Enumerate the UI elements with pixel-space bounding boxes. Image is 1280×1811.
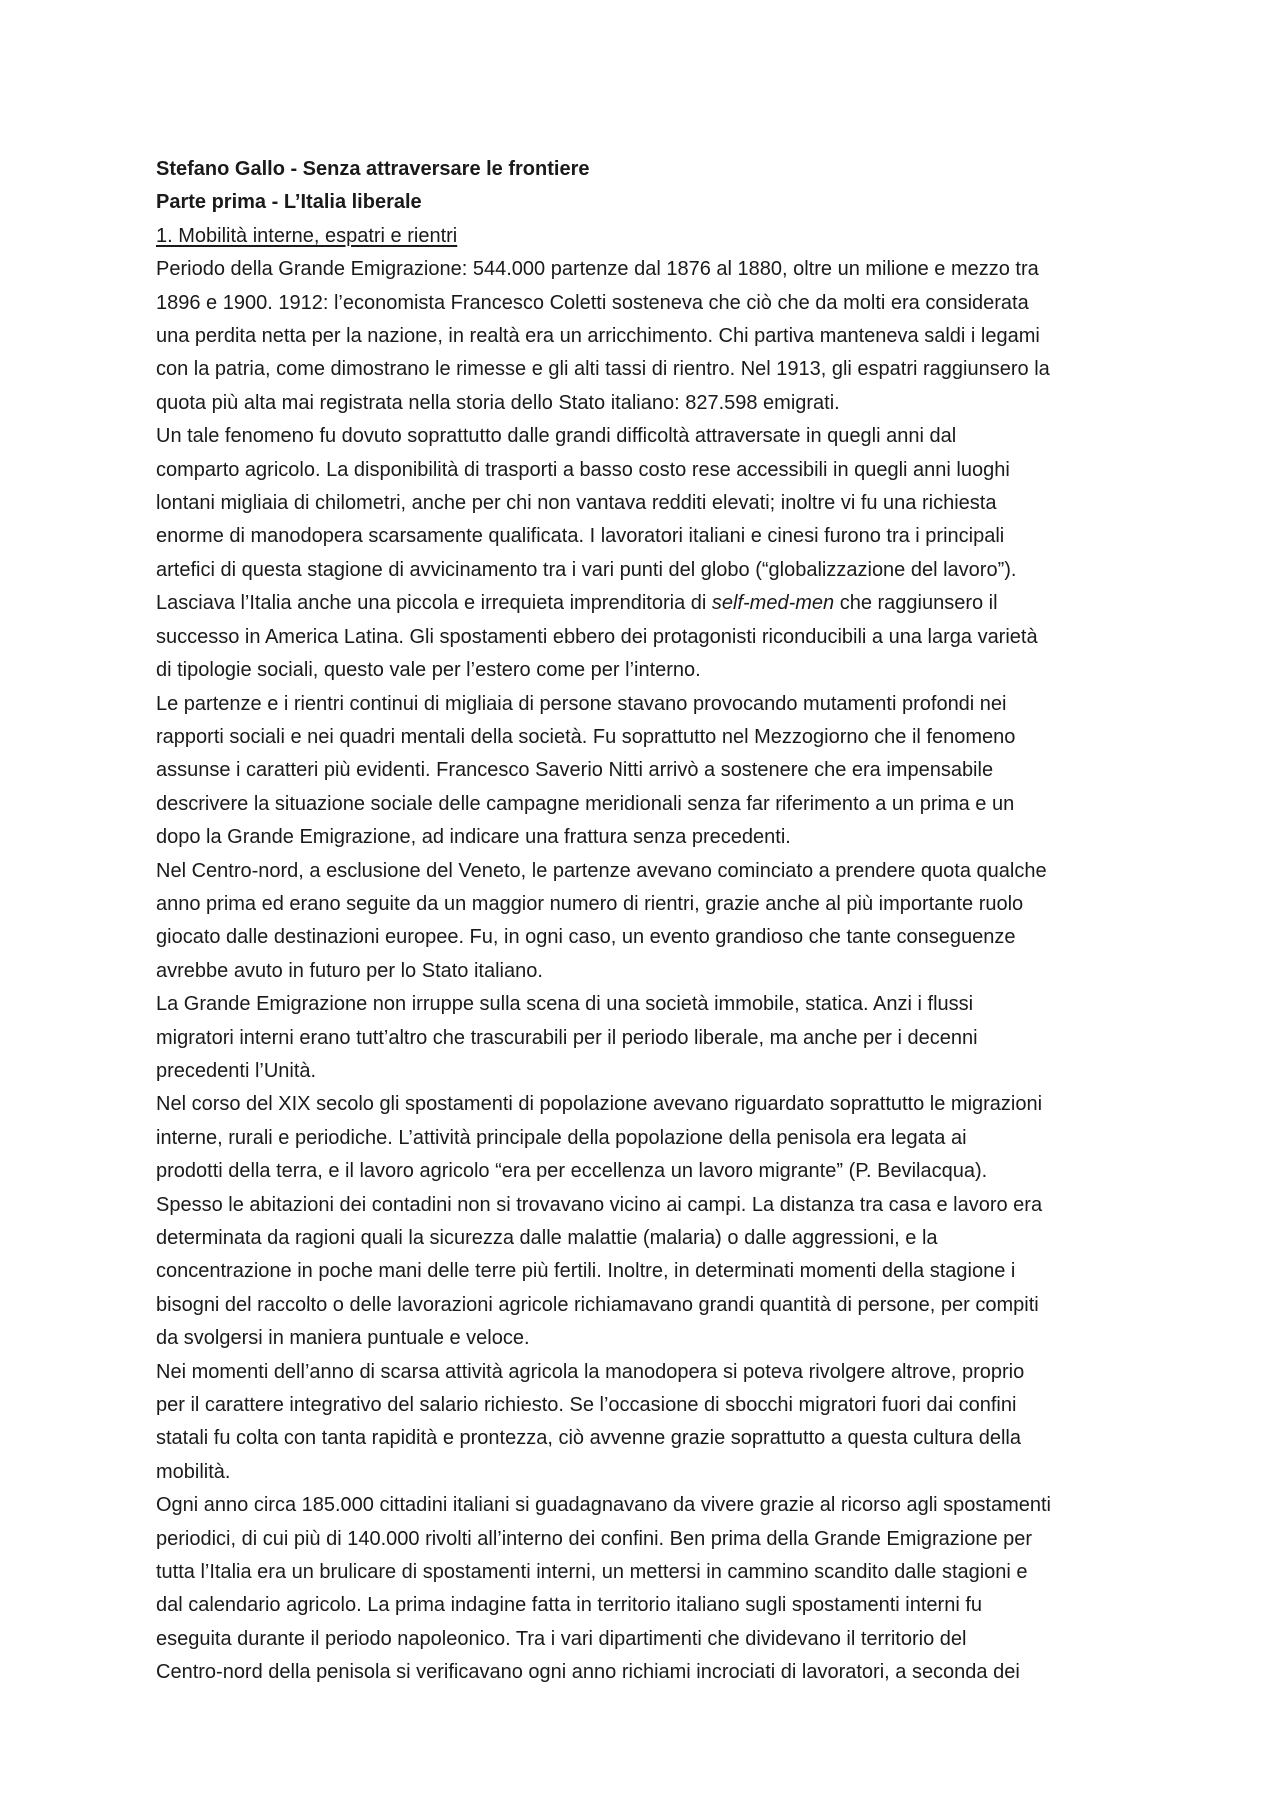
text-line: La Grande Emigrazione non irruppe sulla scena di una società immobile, statica. Anzi i flussi xyxy=(156,993,974,1016)
text-line: 1896 e 1900. 1912: l’economista Francesco Coletti sosteneva che ciò che da molti era considerata xyxy=(156,291,1029,314)
text-fragment: Lasciava l’Italia anche una piccola e irrequieta imprenditoria di xyxy=(156,592,712,615)
text-line: da svolgersi in maniera puntuale e veloce. xyxy=(156,1327,530,1350)
document-title: Stefano Gallo - Senza attraversare le frontiere xyxy=(156,158,590,180)
text-line: dopo la Grande Emigrazione, ad indicare una frattura senza precedenti. xyxy=(156,826,791,849)
text-line: successo in America Latina. Gli spostamenti ebbero dei protagonisti riconducibili a una larga varietà xyxy=(156,625,1038,648)
text-line: Periodo della Grande Emigrazione: 544.000 partenze dal 1876 al 1880, oltre un milione e mezzo tra xyxy=(156,258,1039,281)
text-line: per il carattere integrativo del salario richiesto. Se l’occasione di sbocchi migratori fuori dai confini xyxy=(156,1394,1017,1417)
text-line: Nel corso del XIX secolo gli spostamenti di popolazione avevano riguardato soprattutto le migrazioni xyxy=(156,1093,1043,1116)
text-line: Spesso le abitazioni dei contadini non si trovavano vicino ai campi. La distanza tra casa e lavoro era xyxy=(156,1193,1043,1216)
text-line: periodici, di cui più di 140.000 rivolti all’interno dei confini. Ben prima della Grande Emigrazione per xyxy=(156,1527,1033,1550)
text-line: Un tale fenomeno fu dovuto soprattutto dalle grandi difficoltà attraversate in quegli anni dal xyxy=(156,425,957,448)
text-line: una perdita netta per la nazione, in realtà era un arricchimento. Chi partiva manteneva saldi i legami xyxy=(156,325,1040,348)
text-line: mobilità. xyxy=(156,1460,231,1483)
text-line: comparto agricolo. La disponibilità di trasporti a basso costo rese accessibili in quegli anni luoghi xyxy=(156,458,1010,481)
text-line: enorme di manodopera scarsamente qualificata. I lavoratori italiani e cinesi furono tra i principali xyxy=(156,525,1005,548)
text-line: artefici di questa stagione di avvicinamento tra i vari punti del globo (“globalizzazione del lavoro”). xyxy=(156,558,1017,581)
text-line: determinata da ragioni quali la sicurezza dalle malattie (malaria) o dalle aggressioni, e la xyxy=(156,1227,938,1249)
text-line: con la patria, come dimostrano le rimesse e gli alti tassi di rientro. Nel 1913, gli espatri raggiunsero la xyxy=(156,358,1050,381)
text-line: eseguita durante il periodo napoleonico. Tra i vari dipartimenti che dividevano il territorio del xyxy=(156,1627,967,1650)
body-text-block-1 xyxy=(156,253,1140,587)
text-line: Nei momenti dell’anno di scarsa attività agricola la manodopera si poteva rivolgere altrove, proprio xyxy=(156,1360,1025,1383)
text-line: quota più alta mai registrata nella storia dello Stato italiano: 827.598 emigrati. xyxy=(156,391,840,414)
text-line: descrivere la situazione sociale delle campagne meridionali senza far riferimento a un prima e un xyxy=(156,792,1015,815)
text-fragment: che raggiunsero il xyxy=(834,592,998,615)
text-line: migratori interni erano tutt’altro che trascurabili per il periodo liberale, ma anche per i decenni xyxy=(156,1026,978,1049)
text-line: giocato dalle destinazioni europee. Fu, in ogni caso, un evento grandioso che tante conseguenze xyxy=(156,926,1016,949)
text-line: precedenti l’Unità. xyxy=(156,1059,317,1082)
text-line: Centro-nord della penisola si verificavano ogni anno richiami incrociati di lavoratori, a seconda dei xyxy=(156,1661,1020,1684)
italic-term: self-med-men xyxy=(711,592,835,615)
text-line: anno prima ed erano seguite da un maggior numero di rientri, grazie anche al più importante ruolo xyxy=(156,892,1024,915)
body-text-block-2 xyxy=(156,621,1140,1690)
text-line: dal calendario agricolo. La prima indagine fatta in territorio italiano sugli spostamenti interni fu xyxy=(156,1594,983,1617)
section-heading: 1. Mobilità interne, espatri e rientri xyxy=(156,224,458,247)
text-line-with-italic xyxy=(156,587,1140,620)
text-line: statali fu colta con tanta rapidità e prontezza, ciò avvenne grazie soprattutto a questa cultura della xyxy=(156,1427,1021,1450)
text-line: Ogni anno circa 185.000 cittadini italiani si guadagnavano da vivere grazie al ricorso agli spostamenti xyxy=(156,1494,1051,1517)
text-line: tutta l’Italia era un brulicare di spostamenti interni, un mettersi in cammino scandito dalle stagioni e xyxy=(156,1561,1028,1584)
text-line: Le partenze e i rientri continui di migliaia di persone stavano provocando mutamenti profondi nei xyxy=(156,692,1007,715)
text-line: Nel Centro-nord, a esclusione del Veneto, le partenze avevano cominciato a prendere quota qualche xyxy=(156,859,1047,882)
text-line: assunse i caratteri più evidenti. Francesco Saverio Nitti arrivò a sostenere che era impensabile xyxy=(156,759,994,782)
text-line: di tipologie sociali, questo vale per l’estero come per l’interno. xyxy=(156,659,701,682)
document-page xyxy=(156,153,1140,1690)
text-line: rapporti sociali e nei quadri mentali della società. Fu soprattutto nel Mezzogiorno che il fenomeno xyxy=(156,725,1016,748)
text-line: concentrazione in poche mani delle terre più fertili. Inoltre, in determinati momenti della stagione i xyxy=(156,1260,1016,1283)
text-line: lontani migliaia di chilometri, anche per chi non vantava redditi elevati; inoltre vi fu una richiesta xyxy=(156,492,997,515)
text-line: bisogni del raccolto o delle lavorazioni agricole richiamavano grandi quantità di persone, per compiti xyxy=(156,1293,1039,1316)
part-heading: Parte prima - L’Italia liberale xyxy=(156,191,422,214)
text-line: interne, rurali e periodiche. L’attività principale della popolazione della penisola era legata ai xyxy=(156,1126,967,1149)
text-line: prodotti della terra, e il lavoro agricolo “era per eccellenza un lavoro migrante” (P. Bevilacqua). xyxy=(156,1160,988,1183)
text-line: avrebbe avuto in futuro per lo Stato italiano. xyxy=(156,959,543,982)
